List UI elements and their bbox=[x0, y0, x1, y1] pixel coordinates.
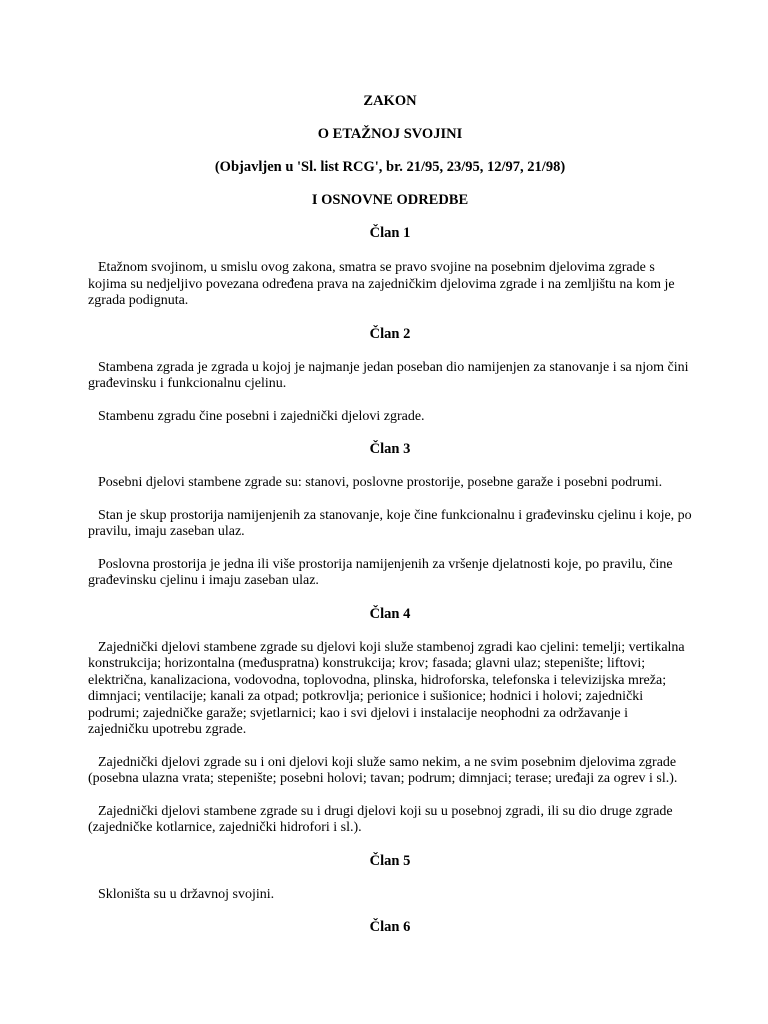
article-heading: Član 5 bbox=[369, 852, 411, 869]
article-paragraph: Posebni djelovi stambene zgrade su: stanovi, poslovne prostorije, posebne garaže i posebni podrumi. bbox=[98, 475, 663, 490]
article-heading: Član 3 bbox=[369, 441, 411, 457]
article-paragraph: Etažnom svojinom, u smislu ovog zakona, smatra se pravo svojine na posebnim djelovima zgrade s kojima su nedjeljivo povezana određena prava na zajedničkim djelovima zgrade i na zemljištu na kom je zgrada podignuta. bbox=[88, 260, 675, 308]
publication-note: (Objavljen u 'Sl. list RCG', br. 21/95, 23/95, 12/97, 21/98) bbox=[214, 159, 566, 175]
article-paragraph: Zajednički djelovi stambene zgrade su i drugi djelovi koji su u posebnoj zgradi, ili su dio druge zgrade (zajedničke kotlarnice, zajednički hidrofori i sl.). bbox=[88, 803, 673, 835]
article-heading: Član 2 bbox=[369, 325, 411, 342]
article-paragraph: Stambena zgrada je zgrada u kojoj je najmanje jedan poseban dio namijenjen za stanovanje i sa njom čini građevinsku i funkcionalnu cjelinu. bbox=[88, 359, 689, 391]
article-heading: Član 1 bbox=[369, 225, 411, 241]
article-paragraph: Zajednički djelovi zgrade su i oni djelovi koji služe samo nekim, a ne svim posebnim djelovima zgrade (posebna ulazna vrata; stepenište; posebni holovi; tavan; podrum; dimnjaci; terase; uređaji za ogrev i sl.). bbox=[88, 754, 678, 786]
article-heading: Član 4 bbox=[369, 605, 411, 622]
article-paragraph: Stambenu zgradu čine posebni i zajednički djelovi zgrade. bbox=[98, 408, 425, 424]
article-paragraph: Stan je skup prostorija namijenjenih za stanovanje, koje čine funkcionalnu i građevinsku cjelinu i koje, po pravilu, imaju zaseban ulaz. bbox=[88, 507, 692, 539]
article-paragraph: Zajednički djelovi stambene zgrade su djelovi koji služe stambenoj zgradi kao cjelini: temelji; vertikalna konstrukcija; horizontalna (međuspratna) konstrukcija; krov; fasada; glavni ulaz; stepenište; liftovi; električna, kanalizaciona, vodovodna, toplovodna, plinska, hidroforska, telefonska i televizijska mreža; dimnjaci; ventilacije; kanali za otpad; potkrovlja; perionice i sušionice; hodnici i holovi; zajednički podrumi; zajedničke garaže; svjetlarnici; kao i svi djelovi i instalacije neophodni za održavanje i zajedničku upotrebu zgrade. bbox=[88, 639, 685, 737]
article-paragraph: Poslovna prostorija je jedna ili više prostorija namijenjenih za vršenje djelatnosti koje, po pravilu, čine građevinsku cjelinu i imaju zaseban ulaz. bbox=[88, 556, 673, 588]
section-title: I OSNOVNE ODREDBE bbox=[311, 192, 469, 208]
article-heading: Član 6 bbox=[369, 919, 411, 935]
article-paragraph: Skloništa su u državnoj svojini. bbox=[98, 886, 275, 902]
document-title: ZAKON bbox=[363, 93, 417, 109]
document-page bbox=[88, 88, 692, 936]
document-subtitle: O ETAŽNOJ SVOJINI bbox=[317, 126, 463, 142]
